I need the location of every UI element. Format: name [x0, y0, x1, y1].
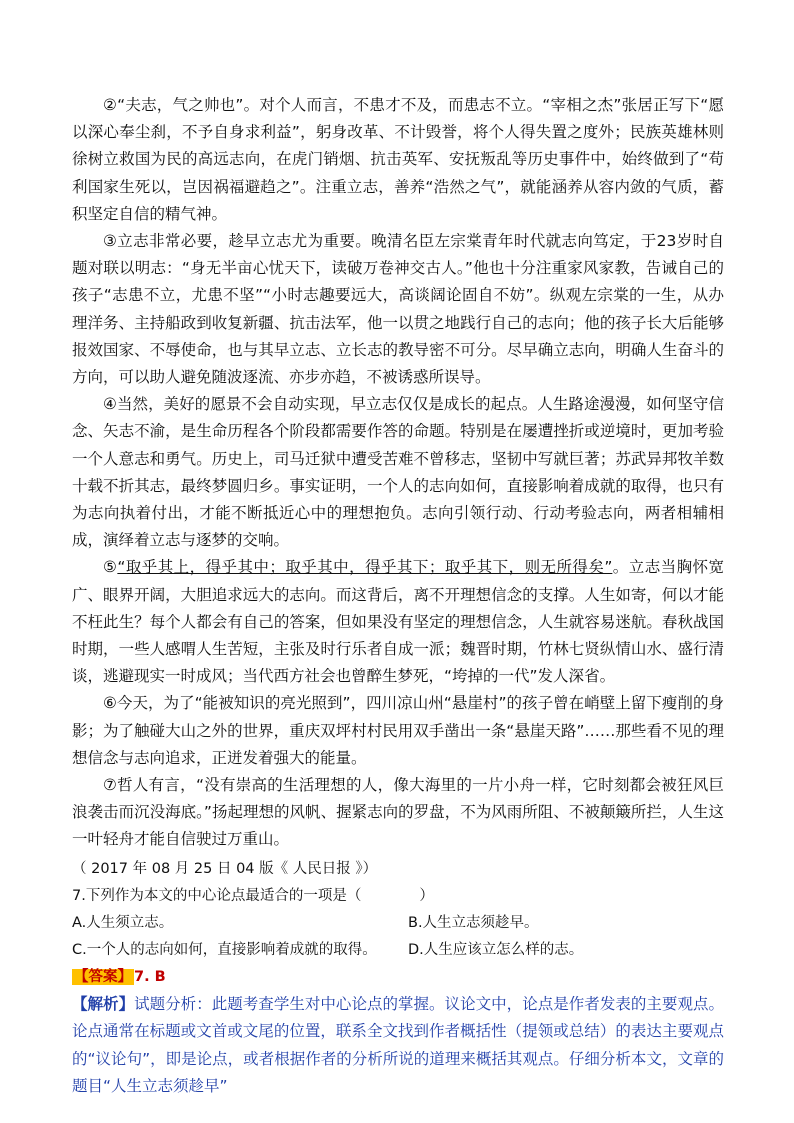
options-row-1	[72, 910, 724, 937]
answer-value: 7. B	[134, 968, 166, 985]
answer-tag: 【答案】	[74, 968, 132, 985]
paragraph-2: ②“夫志，气之帅也”。对个人而言，不患才不及，而患志不立。“宰相之杰”张居正写下“愿以深心奉尘刹，不予自身求利益”，躬身改革、不计毁誉，将个人得失置之度外；民族英雄林则徐树立救国为民的高远志向，在虎门销烟、抗击英军、安抚叛乱等历史事件中，始终做到了“苟利国家生死以，岂因祸福避趋之”。注重立志，善养“浩然之气”，就能涵养从容内敛的气质，蓄积坚定自信的精气神。	[72, 96, 724, 223]
option-a: A.人生须立志。	[72, 914, 174, 931]
paragraph-3: ③立志非常必要，趁早立志尤为重要。晚清名臣左宗棠青年时代就志向笃定，于23岁时自题对联以明志：“身无半亩心忧天下，读破万卷神交古人。”他也十分注重家风家教，告诫自己的孩子“志患不立，尤患不坚”“小时志趣要远大，高谈阔论固自不妨”。纵观左宗棠的一生，从办理洋务、主持船政到收复新疆、抗击法军，他一以贯之地践行自己的志向；他的孩子长大后能够报效国家、不辱使命，也与其早立志、立长志的教导密不可分。尽早确立志向，明确人生奋斗的方向，可以助人避免随波逐流、亦步亦趋，不被诱惑所误导。	[72, 232, 724, 387]
paragraph-5-body: 。立志当胸怀宽广、眼界开阔，大胆追求远大的志向。而这背后，离不开理想信念的支撑。人生如寄，何以才能不枉此生？每个人都会有自己的答案，但如果没有坚定的理想信念，人生就容易迷航。春秋战国时期，一些人感喟人生苦短，主张及时行乐者自成一派；魏晋时期，竹林七贤纵情山水、盛行清谈，逃避现实一时成风；当代西方社会也曾醉生梦死，“垮掉的一代”发人深省。	[72, 558, 725, 686]
paragraph-4: ④当然，美好的愿景不会自动实现，早立志仅仅是成长的起点。人生路途漫漫，如何坚守信念、矢志不渝，是生命历程各个阶段都需要作答的命题。特别是在屡遭挫折或逆境时，更加考验一个人意志和勇气。历史上，司马迁狱中遭受苦难不曾移志，坚韧中写就巨著；苏武异邦牧羊数十载不折其志，最终梦圆归乡。事实证明，一个人的志向如何，直接影响着成就的取得，也只有为志向执着付出，才能不断抵近心中的理想抱负。志向引领行动、行动考验志向，两者相辅相成，演绎着立志与逐梦的交响。	[72, 395, 724, 550]
options-row-2	[72, 937, 724, 964]
analysis-paragraph	[72, 991, 724, 1101]
paragraph-5-number: ⑤	[103, 558, 118, 577]
paragraph-7: ⑦哲人有言，“没有崇高的生活理想的人，像大海里的一片小舟一样，它时刻都会被狂风巨浪袭击而沉没海底。”扬起理想的风帆、握紧志向的罗盘，不为风雨所阻、不被颠簸所拦，人生这一叶轻舟才能自信驶过万重山。	[72, 776, 724, 849]
source-citation: （ 2017 年 08 月 25 日 04 版《 人民日报 》）	[72, 860, 378, 877]
question-stem: 7.下列作为本文的中心论点最适合的一项是（ ）	[72, 887, 434, 904]
option-c: C.一个人的志向如何，直接影响着成就的取得。	[72, 941, 377, 958]
paragraph-5-quote: “取乎其上，得乎其中；取乎其中，得乎其下；取乎其下，则无所得矣”	[117, 558, 613, 577]
paragraph-5	[72, 554, 724, 690]
document-page	[72, 92, 724, 1101]
paragraph-6: ⑥今天，为了“能被知识的亮光照到”，四川凉山州“悬崖村”的孩子曾在峭壁上留下瘦削的身影；为了触碰大山之外的世界，重庆双坪村村民用双手凿出一条“悬崖天路”……那些看不见的理想信念与志向追求，正迸发着强大的能量。	[72, 694, 724, 767]
option-b: B.人生立志须趁早。	[408, 914, 539, 931]
answer-line	[72, 964, 724, 991]
option-d: D.人生应该立怎么样的志。	[408, 941, 584, 958]
analysis-text: 试题分析：此题考查学生对中心论点的掌握。议论文中，论点是作者发表的主要观点。论点通常在标题或文首或文尾的位置，联系全文找到作者概括性（提领或总结）的表达主要观点的“议论句”，即是论点，或者根据作者的分析所说的道理来概括其观点。仔细分析本文，文章的题目“人生立志须趁早”	[72, 994, 724, 1096]
analysis-tag: 【解析】	[72, 994, 135, 1013]
